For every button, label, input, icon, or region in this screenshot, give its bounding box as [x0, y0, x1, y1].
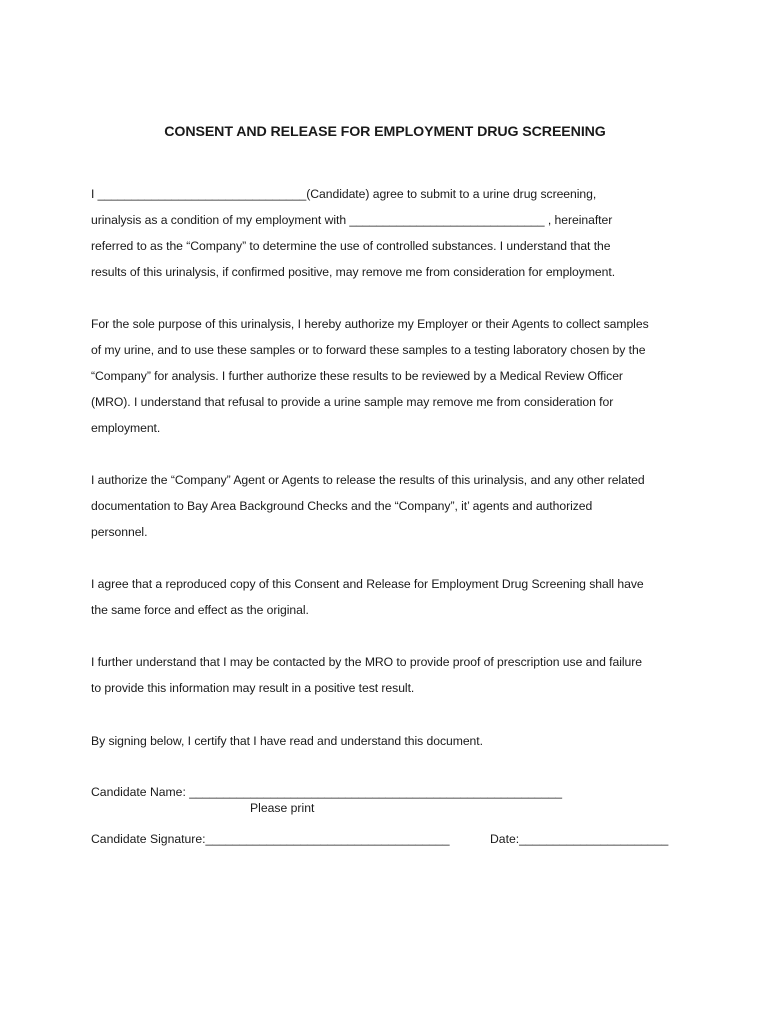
date-field[interactable]: Date:______________________ [490, 832, 669, 846]
paragraph-candidate-agreement [91, 181, 691, 285]
paragraph-line: urinalysis as a condition of my employment with _____________________________ , hereinafter [91, 213, 613, 227]
paragraph-line: referred to as the “Company” to determine the use of controlled substances. I understand that the [91, 239, 611, 253]
candidate-name-field[interactable]: Candidate Name: _______________________________________________________ [91, 785, 563, 799]
paragraph-line: documentation to Bay Area Background Checks and the “Company”, it’ agents and authorized [91, 499, 593, 513]
document-title: CONSENT AND RELEASE FOR EMPLOYMENT DRUG SCREENING [164, 124, 606, 140]
paragraph-line: “Company” for analysis. I further authorize these results to be reviewed by a Medical Review Officer [91, 369, 623, 383]
paragraph-certification [91, 728, 691, 754]
candidate-signature-field[interactable]: Candidate Signature:____________________________________ [91, 832, 450, 846]
paragraph-line: By signing below, I certify that I have read and understand this document. [91, 734, 483, 748]
paragraph-reproduced-copy [91, 571, 691, 623]
paragraph-line: I authorize the “Company” Agent or Agents to release the results of this urinalysis, and any other related [91, 473, 645, 487]
paragraph-mro-contact [91, 649, 691, 701]
paragraph-authorization [91, 311, 691, 441]
paragraph-line: personnel. [91, 525, 148, 539]
paragraph-line: of my urine, and to use these samples or to forward these samples to a testing laboratory chosen by the [91, 343, 646, 357]
paragraph-release-results [91, 467, 691, 545]
paragraph-line: employment. [91, 421, 161, 435]
paragraph-line: (MRO). I understand that refusal to provide a urine sample may remove me from consideration for [91, 395, 614, 409]
paragraph-line: I agree that a reproduced copy of this Consent and Release for Employment Drug Screening shall have [91, 577, 644, 591]
paragraph-line: the same force and effect as the original. [91, 603, 309, 617]
paragraph-line: I further understand that I may be contacted by the MRO to provide proof of prescription use and failure [91, 655, 642, 669]
paragraph-line: For the sole purpose of this urinalysis, I hereby authorize my Employer or their Agents to collect samples [91, 317, 649, 331]
candidate-name-hint: Please print [250, 801, 315, 815]
paragraph-line: results of this urinalysis, if confirmed positive, may remove me from consideration for employment. [91, 265, 616, 279]
paragraph-line: I _______________________________(Candidate) agree to submit to a urine drug screening, [91, 187, 597, 201]
paragraph-line: to provide this information may result in a positive test result. [91, 681, 415, 695]
